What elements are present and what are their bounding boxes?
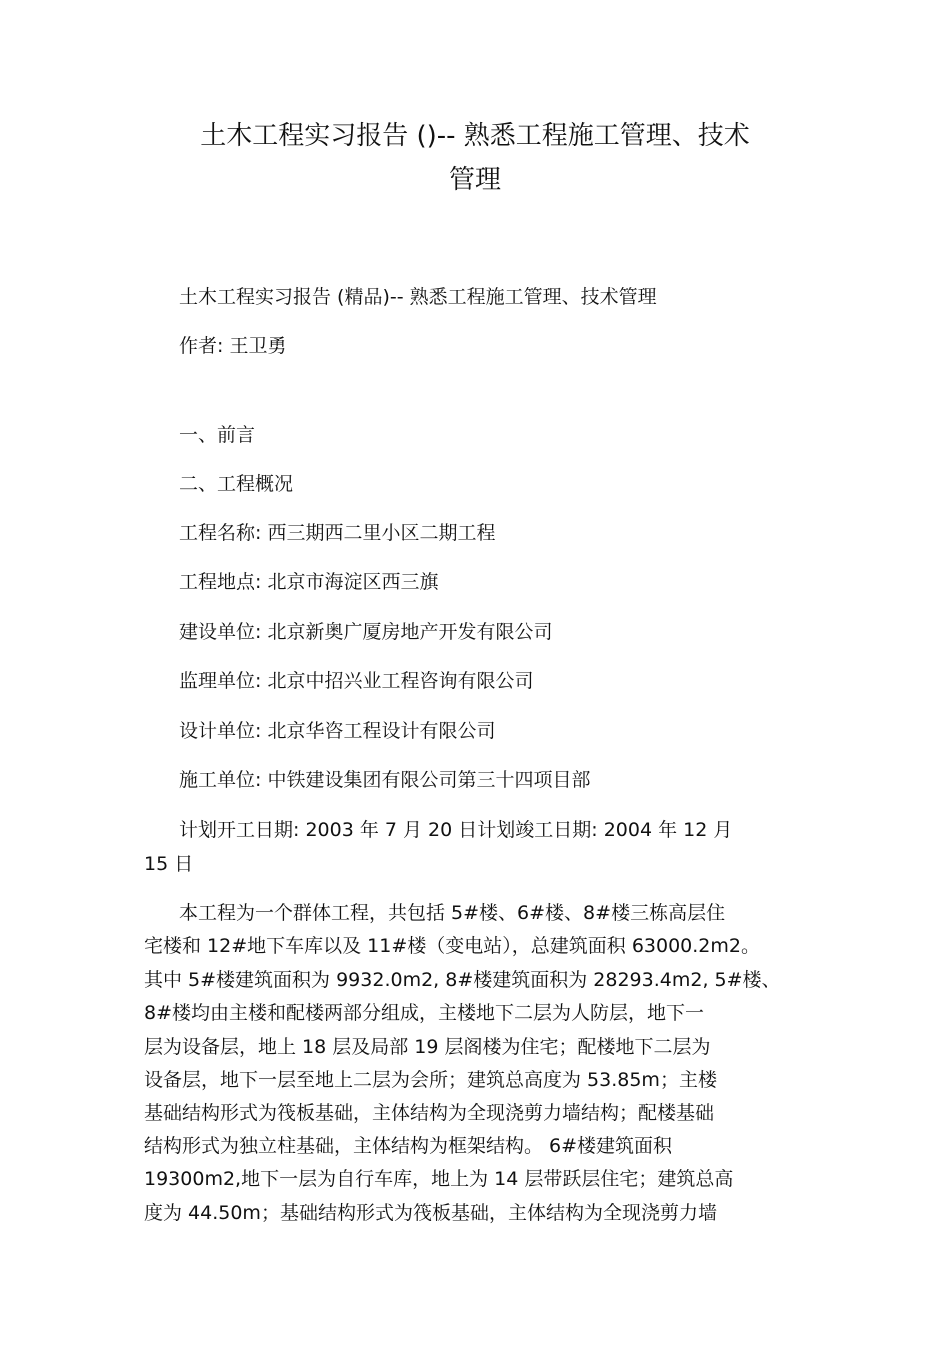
document-title-line-1: 土木工程实习报告 ()-- 熟悉工程施工管理、技术 xyxy=(200,121,750,151)
description-line-3: 其中 5#楼建筑面积为 9932.0m2, 8#楼建筑面积为 28293.4m2, 5#楼、 xyxy=(144,969,781,991)
schedule-line-1: 计划开工日期: 2003 年 7 月 20 日计划竣工日期: 2004 年 12 月 xyxy=(179,819,733,841)
design-unit-line: 设计单位: 北京华咨工程设计有限公司 xyxy=(179,720,496,742)
supervision-unit-line: 监理单位: 北京中招兴业工程咨询有限公司 xyxy=(179,670,534,692)
description-line-9: 19300m2,地下一层为自行车库，地上为 14 层带跃层住宅；建筑总高 xyxy=(144,1168,734,1190)
client-unit-line: 建设单位: 北京新奥广厦房地产开发有限公司 xyxy=(179,621,553,643)
description-line-10: 度为 44.50m；基础结构形式为筏板基础，主体结构为全现浇剪力墙 xyxy=(144,1202,717,1224)
project-name-line: 工程名称: 西三期西二里小区二期工程 xyxy=(179,522,496,544)
document-subtitle: 土木工程实习报告 (精品)-- 熟悉工程施工管理、技术管理 xyxy=(179,286,657,308)
construction-unit-line: 施工单位: 中铁建设集团有限公司第三十四项目部 xyxy=(179,769,591,791)
description-line-8: 结构形式为独立柱基础，主体结构为框架结构。 6#楼建筑面积 xyxy=(144,1135,673,1157)
description-line-7: 基础结构形式为筏板基础，主体结构为全现浇剪力墙结构；配楼基础 xyxy=(144,1102,715,1124)
section-heading-preface: 一、前言 xyxy=(179,424,256,446)
description-line-5: 层为设备层，地上 18 层及局部 19 层阁楼为住宅；配楼地下二层为 xyxy=(144,1036,711,1058)
description-line-2: 宅楼和 12#地下车库以及 11#楼（变电站），总建筑面积 63000.2m2。 xyxy=(144,935,760,957)
description-line-4: 8#楼均由主楼和配楼两部分组成，主楼地下二层为人防层，地下一 xyxy=(144,1002,705,1024)
schedule-line-2: 15 日 xyxy=(144,853,194,875)
description-line-6: 设备层，地下一层至地上二层为会所；建筑总高度为 53.85m；主楼 xyxy=(144,1069,717,1091)
author-line: 作者: 王卫勇 xyxy=(179,335,287,357)
project-location-line: 工程地点: 北京市海淀区西三旗 xyxy=(179,571,439,593)
section-heading-overview: 二、工程概况 xyxy=(179,473,294,495)
description-line-1: 本工程为一个群体工程，共包括 5#楼、6#楼、8#楼三栋高层住 xyxy=(179,902,726,924)
document-title-line-2: 管理 xyxy=(448,165,501,195)
